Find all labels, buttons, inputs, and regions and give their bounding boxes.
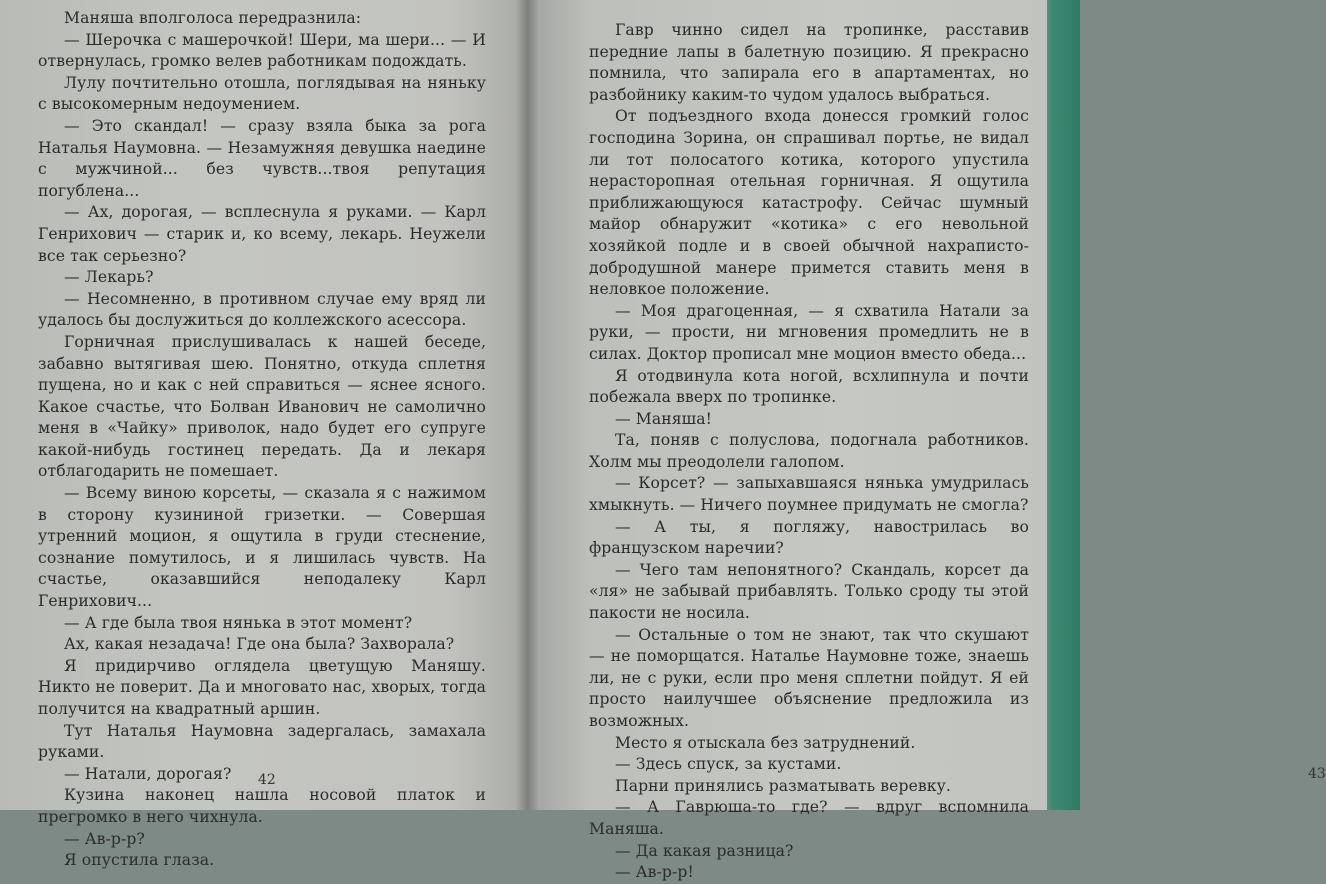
left-page <box>0 0 527 870</box>
paragraph: — Ав-р-р! <box>615 863 694 882</box>
book-gutter <box>515 0 539 810</box>
paragraph: — Да какая разница? <box>615 841 794 860</box>
paragraph: — Остальные о том не знают, так что скушают — не поморщатся. Наталье Наумовне тоже, знаешь ли, не с руки, если про меня сплетни пойдут. Я ей просто наилучшее объяснение предложила из возможных. <box>589 625 1029 730</box>
left-page-text <box>38 8 486 872</box>
paragraph: Кузина наконец нашла носовой платок и прегромко в него чихнула. <box>38 786 486 826</box>
paragraph: — Лекарь? <box>64 268 154 287</box>
paragraph: Горничная прислушивалась к нашей беседе, забавно вытягивая шею. Понятно, откуда сплетня пущена, но и как с ней справиться — яснее ясного. Какое счастье, что Болван Иванович не самолично меня в «Чайку» приволок, надо будет его супруге какой-нибудь гостинец передать. Да и лекаря отблагодарить не помешает. <box>38 332 486 481</box>
paragraph: — Всему виною корсеты, — сказала я с нажимом в сторону кузининой гризетки. — Совершая утренний моцион, я ощутила в груди стеснение, сознание помутилось, и я лишилась чувств. На счастье, оказавшийся неподалеку Карл Генрихович... <box>38 484 486 611</box>
paragraph: — Моя драгоценная, — я схватила Натали за руки, — прости, ни мгновения промедлить не в силах. Доктор прописал мне моцион вместо обеда... <box>589 301 1029 363</box>
page-number-left: 42 <box>258 772 276 788</box>
paragraph: — Здесь спуск, за кустами. <box>615 755 842 774</box>
paragraph: — Шерочка с машерочкой! Шери, ма шери... — И отвернулась, громко велев работникам подождать. <box>38 30 486 71</box>
paragraph: От подъездного входа донесся громкий голос господина Зорина, он спрашивал портье, не видал ли тот полосатого котика, которого упустила нерасторопная отельная горничная. Я ощутила приближающуюся катастрофу. Сейчас шумный майор обнаружит «котика» с его невольной хозяйкой подле и в своей обычной нахраписто-добродушной манере примется ставить меня в неловкое положение. <box>589 107 1029 299</box>
paragraph: Место я отыскала без затруднений. <box>615 733 916 752</box>
paragraph: Парни принялись разматывать веревку. <box>615 776 951 795</box>
paragraph: Тут Наталья Наумовна задергалась, замахала руками. <box>38 721 486 762</box>
paragraph: — Это скандал! — сразу взяла быка за рога Наталья Наумовна. — Незамужняя девушка наедине с мужчиной... без чувств...твоя репутация погублена... <box>38 116 486 200</box>
paragraph: — А ты, я погляжу, навострилась во французском наречии? <box>589 517 1029 558</box>
paragraph: — Несомненно, в противном случае ему вряд ли удалось бы дослужиться до коллежского асессора. <box>38 289 486 330</box>
paragraph: — Чего там непонятного? Скандаль, корсет да «ля» не забывай прибавлять. Только сроду ты этой пакости не носила. <box>589 560 1029 623</box>
page-number-right: 43 <box>1308 766 1326 782</box>
paragraph: — Ах, дорогая, — всплеснула я руками. — Карл Генрихович — старик и, ко всему, лекарь. Неужели все так серьезно? <box>38 203 486 265</box>
paragraph: Я опустила глаза. <box>64 851 215 870</box>
paragraph: — Ав-р-р? <box>64 829 145 848</box>
paragraph: Ах, какая незадача! Где она была? Захворала? <box>64 635 455 654</box>
paragraph: Та, поняв с полуслова, подогнала работников. Холм мы преодолели галопом. <box>589 431 1029 471</box>
paragraph: Лулу почтительно отошла, поглядывая на няньку с высокомерным недоумением. <box>38 73 486 114</box>
paragraph: Я придирчиво оглядела цветущую Маняшу. Никто не поверит. Да и многовато нас, хворых, тогда получится на квадратный аршин. <box>38 656 486 718</box>
paragraph: — А Гаврюша-то где? — вдруг вспомнила Маняша. <box>589 798 1029 838</box>
paragraph: Гавр чинно сидел на тропинке, расставив передние лапы в балетную позицию. Я прекрасно помнила, что запирала его в апартаментах, но разбойнику каким-то чудом удалось выбраться. <box>589 21 1029 104</box>
paragraph: Маняша вполголоса передразнила: <box>64 9 362 27</box>
paragraph: — А где была твоя нянька в этот момент? <box>64 613 413 632</box>
paragraph: — Натали, дорогая? <box>64 764 232 783</box>
right-page-text <box>589 20 1029 884</box>
right-page <box>527 0 1326 882</box>
paragraph: Я отодвинула кота ногой, всхлипнула и почти побежала вверх по тропинке. <box>589 366 1029 407</box>
paragraph: — Маняша! <box>615 409 713 428</box>
paragraph: — Корсет? — запыхавшаяся нянька умудрилась хмыкнуть. — Ничего поумнее придумать не смогла? <box>589 474 1029 515</box>
